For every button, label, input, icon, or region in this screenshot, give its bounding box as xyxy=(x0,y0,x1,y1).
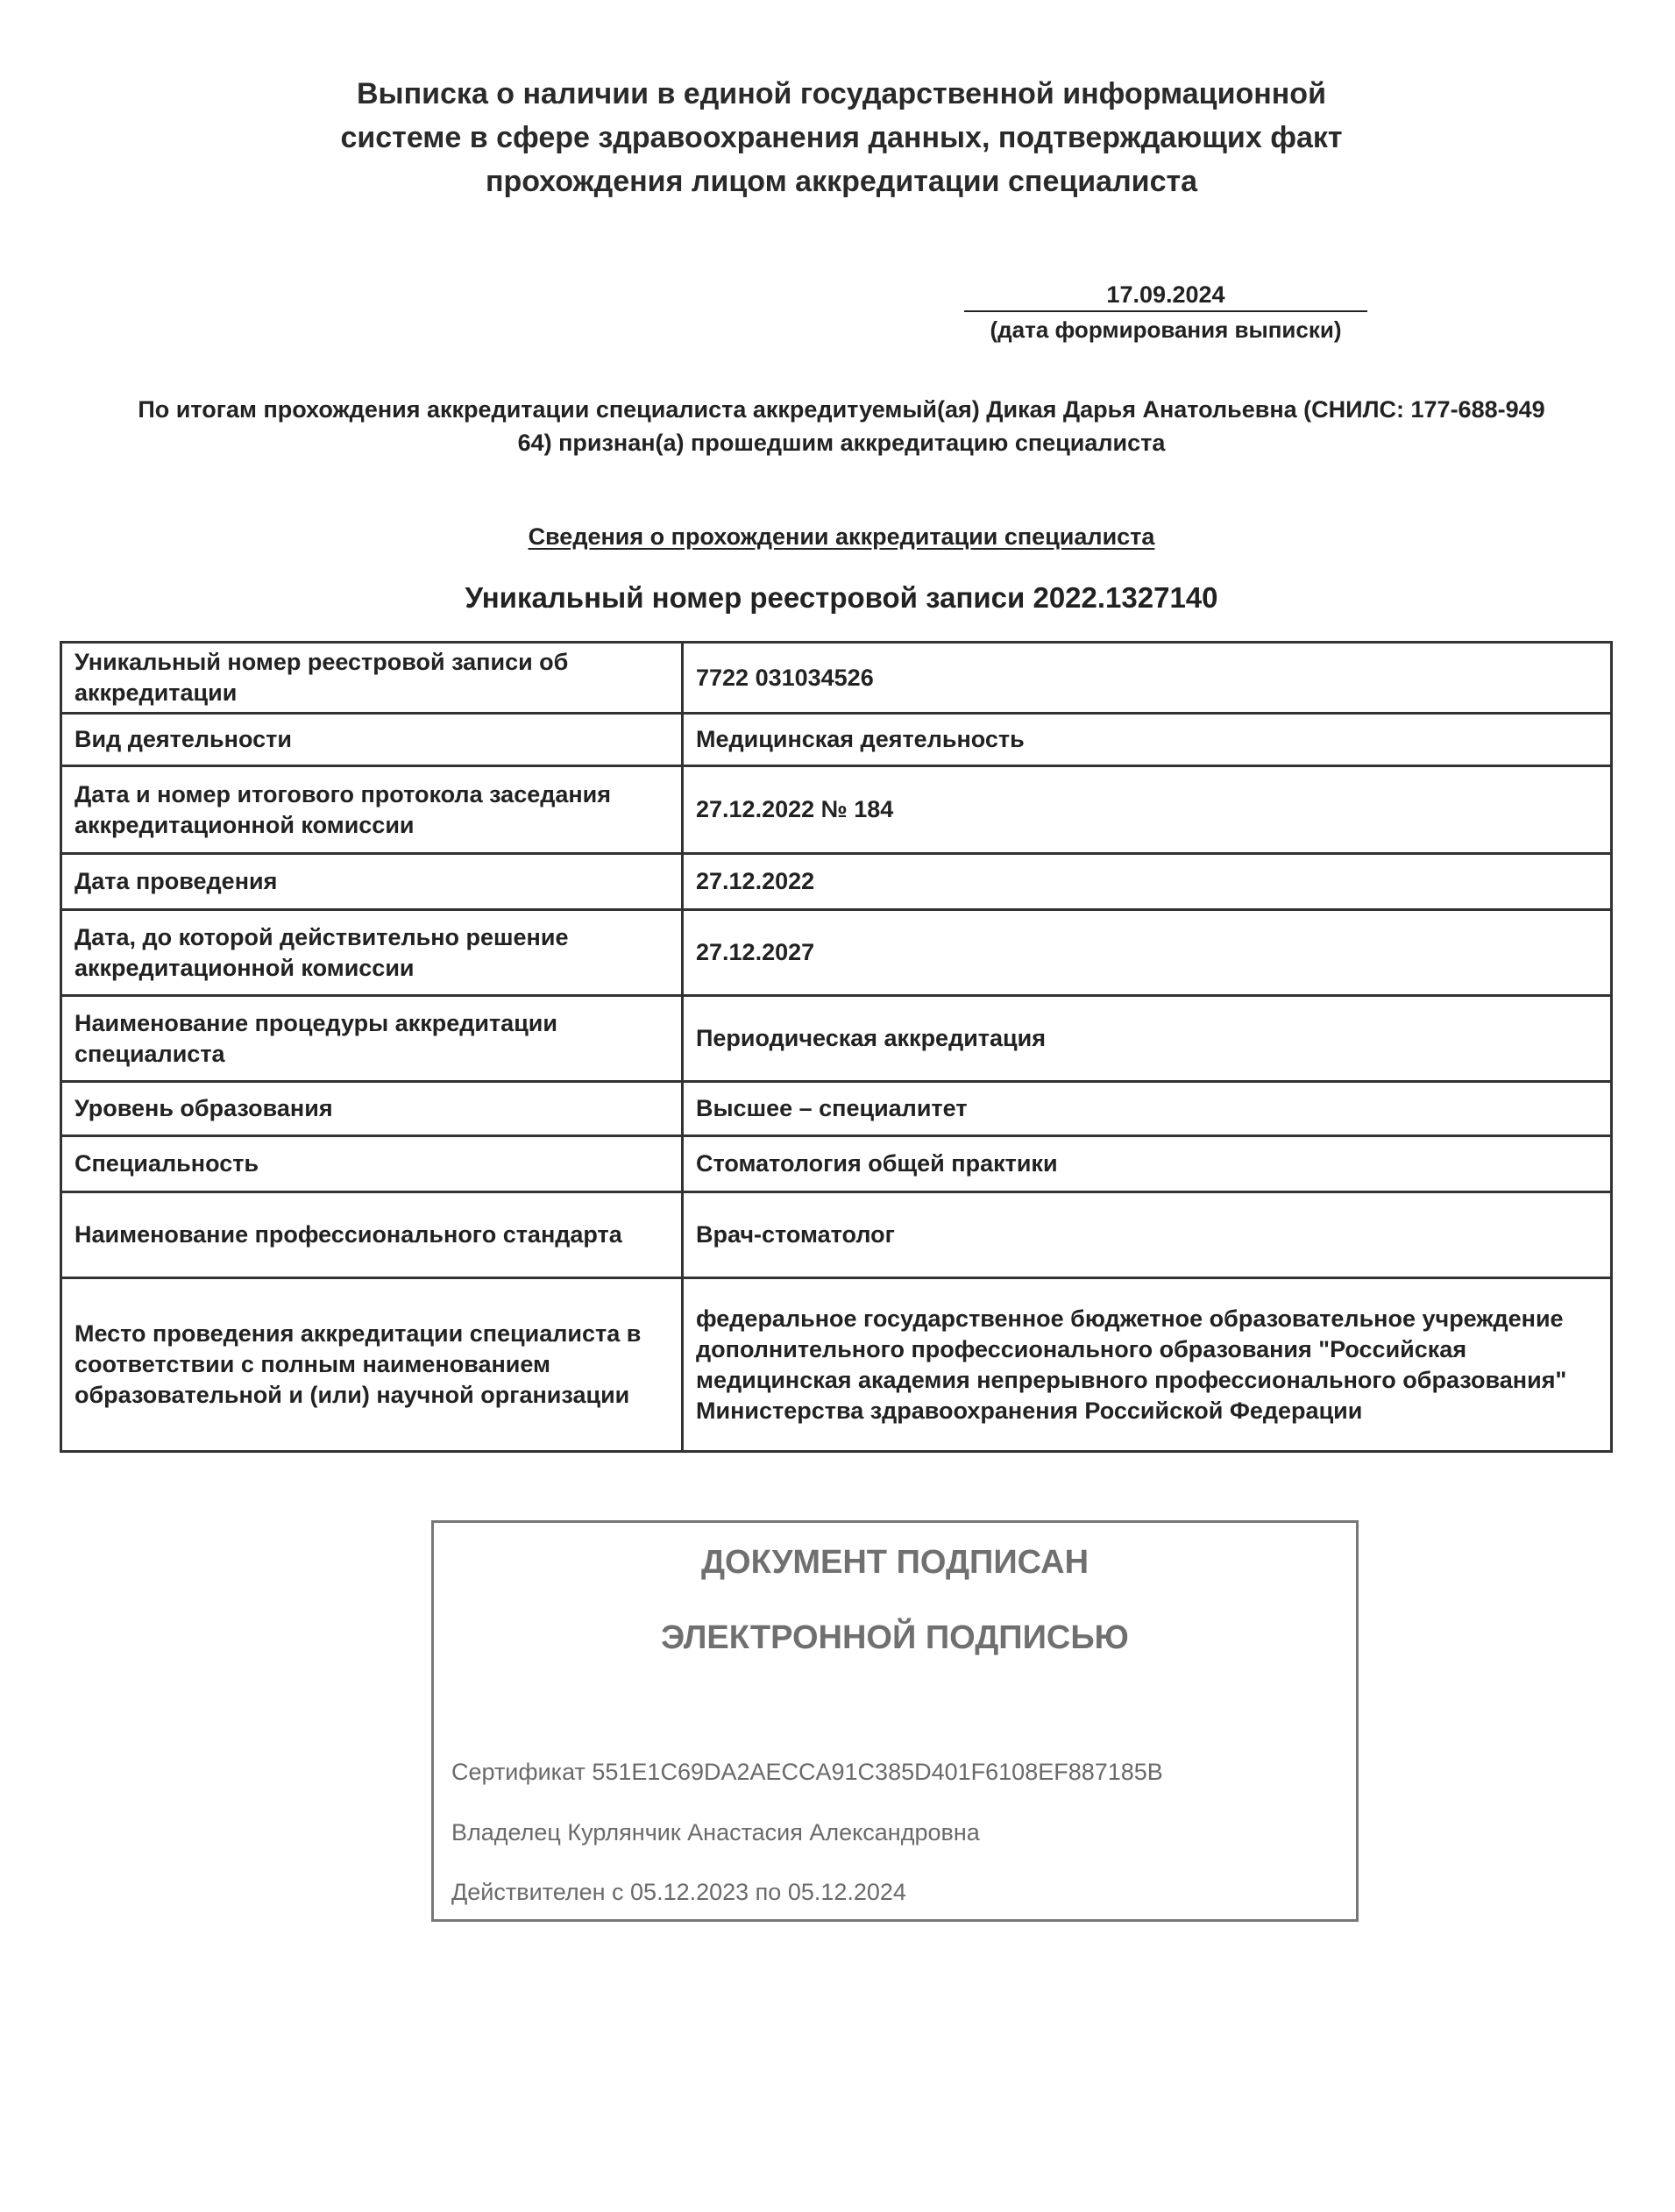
table-row xyxy=(61,766,1612,854)
registry-number: Уникальный номер реестровой записи 2022.1327140 xyxy=(465,581,1218,614)
row-label: Дата и номер итогового протокола заседания аккредитационной комиссии xyxy=(61,766,683,854)
table-row xyxy=(61,996,1612,1082)
summary-line-1: По итогам прохождения аккредитации специалиста аккредитуемый(ая) Дикая Дарья Анатольевна (СНИЛС: 177-688-949 xyxy=(138,396,1545,423)
row-value: 27.12.2022 № 184 xyxy=(683,766,1612,854)
stamp-title-line-2: ЭЛЕКТРОННОЙ ПОДПИСЬЮ xyxy=(661,1619,1129,1656)
accreditation-summary xyxy=(61,393,1622,459)
document-title xyxy=(228,72,1455,203)
row-value: Стоматология общей практики xyxy=(683,1136,1612,1192)
table-row xyxy=(61,1192,1612,1278)
row-value: 7722 031034526 xyxy=(683,643,1612,714)
row-value: 27.12.2027 xyxy=(683,910,1612,996)
row-label: Наименование профессионального стандарта xyxy=(61,1192,683,1278)
section-heading-text: Сведения о прохождении аккредитации специалиста xyxy=(528,523,1155,550)
extract-date-block xyxy=(964,279,1367,345)
table-row xyxy=(61,714,1612,766)
section-heading xyxy=(228,521,1455,552)
table-row xyxy=(61,1136,1612,1192)
document-title-line-2: системе в сфере здравоохранения данных, подтверждающих факт xyxy=(340,121,1343,154)
stamp-certificate: Сертификат 551E1C69DA2AECCA91C385D401F6108EF887185B xyxy=(451,1759,1163,1785)
accreditation-info-table xyxy=(60,641,1613,1453)
document-title-line-3: прохождения лицом аккредитации специалиста xyxy=(485,165,1198,198)
electronic-signature-stamp xyxy=(431,1520,1359,1922)
row-label: Наименование процедуры аккредитации специалиста xyxy=(61,996,683,1082)
stamp-owner: Владелец Курлянчик Анастасия Александровна xyxy=(451,1819,980,1846)
row-label: Специальность xyxy=(61,1136,683,1192)
extract-date-caption: (дата формирования выписки) xyxy=(990,317,1342,343)
row-label: Дата, до которой действительно решение аккредитационной комиссии xyxy=(61,910,683,996)
stamp-title-line-1: ДОКУМЕНТ ПОДПИСАН xyxy=(700,1544,1089,1581)
row-value: 27.12.2022 xyxy=(683,854,1612,910)
row-value: Медицинская деятельность xyxy=(683,714,1612,766)
row-label: Место проведения аккредитации специалиста в соответствии с полным наименованием образовательной и (или) научной организации xyxy=(61,1278,683,1452)
row-label: Уникальный номер реестровой записи об аккредитации xyxy=(61,643,683,714)
document-title-line-1: Выписка о наличии в единой государственной информационной xyxy=(357,77,1326,110)
row-label: Уровень образования xyxy=(61,1082,683,1136)
table-row xyxy=(61,1082,1612,1136)
row-label: Дата проведения xyxy=(61,854,683,910)
row-value: федеральное государственное бюджетное образовательное учреждение дополнительного профессионального образования "Российская медицинская академия непрерывного профессионального образования" Министерства здравоохранения Российской Федерации xyxy=(683,1278,1612,1452)
table-row xyxy=(61,1278,1612,1452)
row-value: Высшее – специалитет xyxy=(683,1082,1612,1136)
table-row xyxy=(61,643,1612,714)
row-value: Врач-стоматолог xyxy=(683,1192,1612,1278)
row-label: Вид деятельности xyxy=(61,714,683,766)
table-row xyxy=(61,910,1612,996)
extract-date-value: 17.09.2024 xyxy=(964,279,1367,312)
row-value: Периодическая аккредитация xyxy=(683,996,1612,1082)
table-row xyxy=(61,854,1612,910)
stamp-validity: Действителен с 05.12.2023 по 05.12.2024 xyxy=(451,1879,906,1905)
summary-line-2: 64) признан(а) прошедшим аккредитацию специалиста xyxy=(517,430,1166,456)
